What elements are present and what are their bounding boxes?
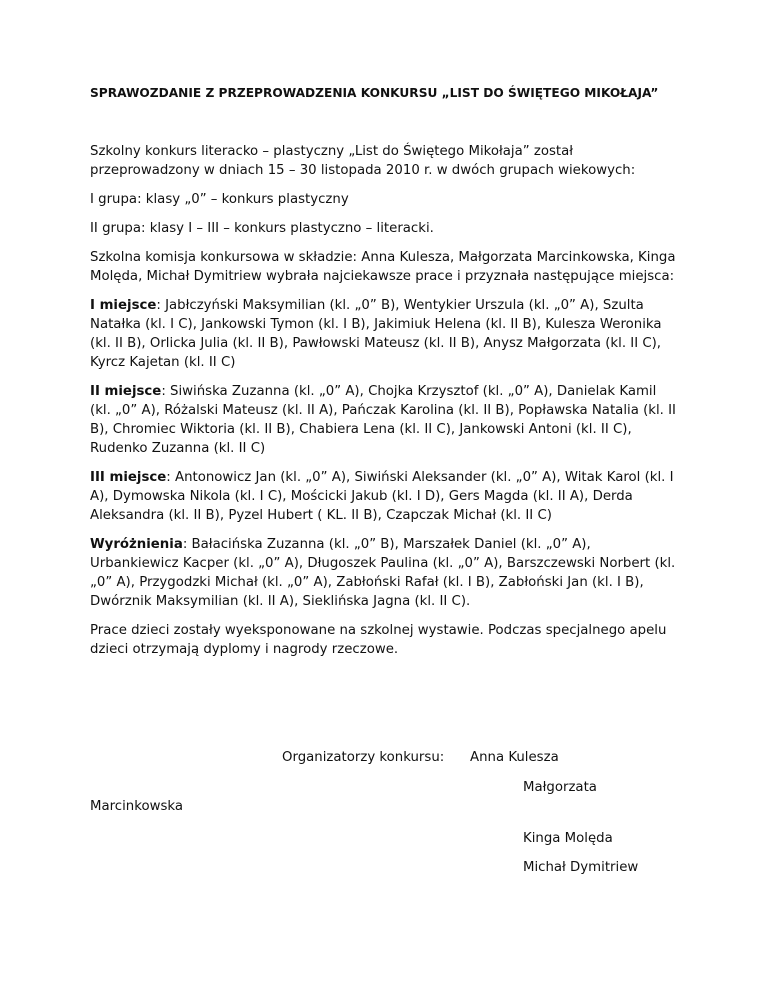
organizer-name-1: Anna Kulesza [470,750,559,765]
first-place-label: I miejsce [90,298,157,313]
honors-list: : Bałacińska Zuzanna (kl. „0” B), Marszałek Daniel (kl. „0” A), Urbankiewicz Kacper (kl. „0” A), Długoszek Paulina (kl. „0” A), Barszczewski Norbert (kl. „0” A), Przygodzki Michał (kl. „0” A), Zabłoński Rafał (kl. I B), Zabłoński Jan (kl. I B), Dwórznik Maksymilian (kl. II A), Sieklińska Jagna (kl. II C). [90,537,676,609]
closing-paragraph: Prace dzieci zostały wyeksponowane na szkolnej wystawie. Podczas specjalnego apelu dzieci otrzymają dyplomy i nagrody rzeczowe. [90,623,667,657]
second-place-paragraph [90,382,680,458]
document-title: SPRAWOZDANIE Z PRZEPROWADZENIA KONKURSU „LIST DO ŚWIĘTEGO MIKOŁAJA” [90,86,659,100]
first-place-winners: : Jabłczyński Maksymilian (kl. „0” B), Wentykier Urszula (kl. „0” A), Szulta Natałka (kl. I C), Jankowski Tymon (kl. I B), Jakimiuk Helena (kl. II B), Kulesza Weronika (kl. II B), Orlicka Julia (kl. II B), Pawłowski Mateusz (kl. II B), Anysz Małgorzata (kl. II C), Kyrcz Kajetan (kl. II C) [90,298,662,370]
honors-label: Wyróżnienia [90,537,183,552]
third-place-paragraph [90,468,680,525]
organizer-name-4: Michał Dymitriew [523,860,639,875]
first-place-paragraph [90,296,680,372]
second-place-label: II miejsce [90,384,162,399]
organizers-label: Organizatorzy konkursu: [282,750,445,765]
organizer-name-2-last: Marcinkowska [90,799,184,814]
document-body [90,142,680,669]
organizer-name-3: Kinga Molęda [523,831,613,846]
committee-paragraph: Szkolna komisja konkursowa w składzie: Anna Kulesza, Małgorzata Marcinkowska, Kinga Molęda, Michał Dymitriew wybrała najciekawsze prace i przyznała następujące miejsca: [90,250,676,284]
organizer-name-2-first: Małgorzata [523,780,597,795]
second-place-winners: : Siwińska Zuzanna (kl. „0” A), Chojka Krzysztof (kl. „0” A), Danielak Kamil (kl. „0” A), Różalski Mateusz (kl. II A), Pańczak Karolina (kl. II B), Popławska Natalia (kl. II B), Chromiec Wiktoria (kl. II B), Chabiera Lena (kl. II C), Jankowski Antoni (kl. II C), Rudenko Zuzanna (kl. II C) [90,384,676,456]
third-place-label: III miejsce [90,470,167,485]
group-1-line: I grupa: klasy „0” – konkurs plastyczny [90,192,349,207]
intro-paragraph: Szkolny konkurs literacko – plastyczny „List do Świętego Mikołaja” został przeprowadzony w dniach 15 – 30 listopada 2010 r. w dwóch grupach wiekowych: [90,144,636,178]
third-place-winners: : Antonowicz Jan (kl. „0” A), Siwiński Aleksander (kl. „0” A), Witak Karol (kl. I A), Dymowska Nikola (kl. I C), Mościcki Jakub (kl. I D), Gers Magda (kl. II A), Derda Aleksandra (kl. II B), Pyzel Hubert ( KL. II B), Czapczak Michał (kl. II C) [90,470,674,523]
honors-paragraph [90,535,680,611]
group-2-line: II grupa: klasy I – III – konkurs plastyczno – literacki. [90,221,434,236]
